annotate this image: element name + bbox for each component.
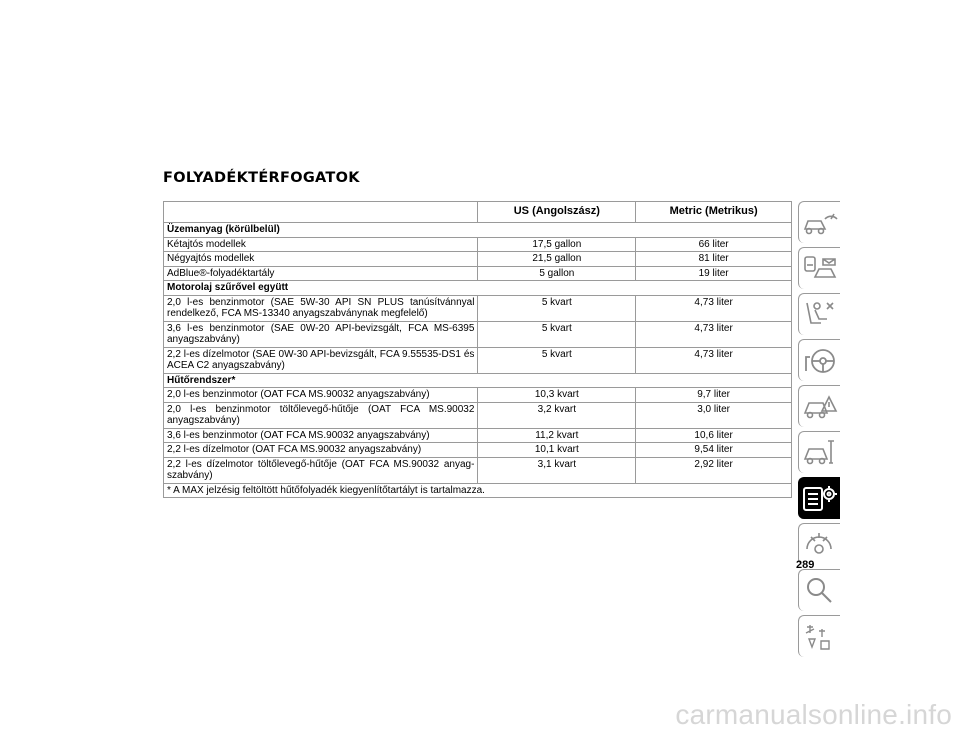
metric-value: 2,92 liter (636, 457, 792, 483)
section-label: Üzemanyag (körülbelül) (164, 223, 792, 238)
row-label: Négyajtós modellek (164, 252, 478, 267)
tab-getting-to-know-dashboard[interactable] (798, 247, 840, 289)
metric-value: 4,73 liter (636, 321, 792, 347)
car-service-icon (801, 435, 839, 471)
us-value: 10,3 kvart (478, 388, 636, 403)
section-label: Motorolaj szűrővel együtt (164, 281, 792, 296)
header-us: US (Angolszász) (478, 202, 636, 223)
table-header-row (164, 202, 792, 223)
tab-index[interactable] (798, 569, 840, 611)
metric-value: 81 liter (636, 252, 792, 267)
warning-car-icon (801, 389, 839, 425)
row-label: 2,2 l-es dízelmotor (OAT FCA MS.90032 anyagszabvány) (164, 443, 478, 458)
table-row (164, 295, 792, 321)
table-row (164, 347, 792, 373)
metric-value: 66 liter (636, 237, 792, 252)
row-label: Kétajtós modellek (164, 237, 478, 252)
multimedia-icon (801, 527, 839, 563)
car-gauge-icon (801, 205, 839, 241)
metric-value: 10,6 liter (636, 428, 792, 443)
tab-languages[interactable] (798, 615, 840, 657)
table-row (164, 321, 792, 347)
us-value: 3,2 kvart (478, 402, 636, 428)
header-empty (164, 202, 478, 223)
table-row (164, 266, 792, 281)
table-row (164, 402, 792, 428)
seat-safety-icon (801, 297, 839, 333)
metric-value: 4,73 liter (636, 295, 792, 321)
page-title: FOLYADÉKTÉRFOGATOK (163, 170, 360, 186)
section-label: Hűtőrendszer* (164, 373, 792, 388)
chapter-tabs (798, 201, 840, 661)
us-value: 17,5 gallon (478, 237, 636, 252)
us-value: 21,5 gallon (478, 252, 636, 267)
fluid-capacities-table (163, 201, 792, 498)
row-label: 2,2 l-es dízelmotor töltőlevegő-hűtője (OAT FCA MS.90032 anyag-szabvány) (164, 457, 478, 483)
row-label: 2,0 l-es benzinmotor (SAE 5W-30 API SN PLUS tanúsítvánnyal rendelkező, FCA MS-13340 anyagszabványnak megfelelő) (164, 295, 478, 321)
table-row (164, 457, 792, 483)
table-row (164, 428, 792, 443)
tab-starting-operating[interactable] (798, 339, 840, 381)
section-cooling-system (164, 373, 792, 388)
index-search-icon (801, 573, 839, 609)
row-label: 2,2 l-es dízelmotor (SAE 0W-30 API-bevizsgált, FCA 9.55535-DS1 és ACEA C2 anyagszabvány) (164, 347, 478, 373)
metric-value: 9,7 liter (636, 388, 792, 403)
languages-icon (801, 619, 839, 655)
us-value: 5 kvart (478, 321, 636, 347)
page-number: 289 (796, 559, 815, 571)
row-label: 3,6 l-es benzinmotor (OAT FCA MS.90032 anyagszabvány) (164, 428, 478, 443)
tab-getting-to-know-vehicle[interactable] (798, 201, 840, 243)
us-value: 5 gallon (478, 266, 636, 281)
section-fuel (164, 223, 792, 238)
tab-technical-specifications[interactable] (798, 477, 840, 519)
us-value: 3,1 kvart (478, 457, 636, 483)
footnote-row (164, 483, 792, 498)
metric-value: 9,54 liter (636, 443, 792, 458)
row-label: 2,0 l-es benzinmotor (OAT FCA MS.90032 anyagszabvány) (164, 388, 478, 403)
header-metric: Metric (Metrikus) (636, 202, 792, 223)
car-message-icon (801, 251, 839, 287)
row-label: AdBlue®-folyadéktartály (164, 266, 478, 281)
steering-wheel-icon (801, 343, 839, 379)
metric-value: 19 liter (636, 266, 792, 281)
row-label: 3,6 l-es benzinmotor (SAE 0W-20 API-bevizsgált, FCA MS-6395 anyagszabvány) (164, 321, 478, 347)
footnote: * A MAX jelzésig feltöltött hűtőfolyadék kiegyenlítőtartályt is tartalmazza. (164, 483, 792, 498)
us-value: 5 kvart (478, 295, 636, 321)
us-value: 5 kvart (478, 347, 636, 373)
metric-value: 3,0 liter (636, 402, 792, 428)
table-row (164, 252, 792, 267)
us-value: 10,1 kvart (478, 443, 636, 458)
us-value: 11,2 kvart (478, 428, 636, 443)
specifications-icon (801, 481, 839, 517)
metric-value: 4,73 liter (636, 347, 792, 373)
tab-servicing-maintenance[interactable] (798, 431, 840, 473)
tab-in-case-of-emergency[interactable] (798, 385, 840, 427)
tab-safety[interactable] (798, 293, 840, 335)
table-row (164, 237, 792, 252)
section-engine-oil (164, 281, 792, 296)
row-label: 2,0 l-es benzinmotor töltőlevegő-hűtője (OAT FCA MS.90032 anyagszabvány) (164, 402, 478, 428)
table-row (164, 388, 792, 403)
watermark: carmanualsonline.info (675, 699, 952, 730)
table-row (164, 443, 792, 458)
